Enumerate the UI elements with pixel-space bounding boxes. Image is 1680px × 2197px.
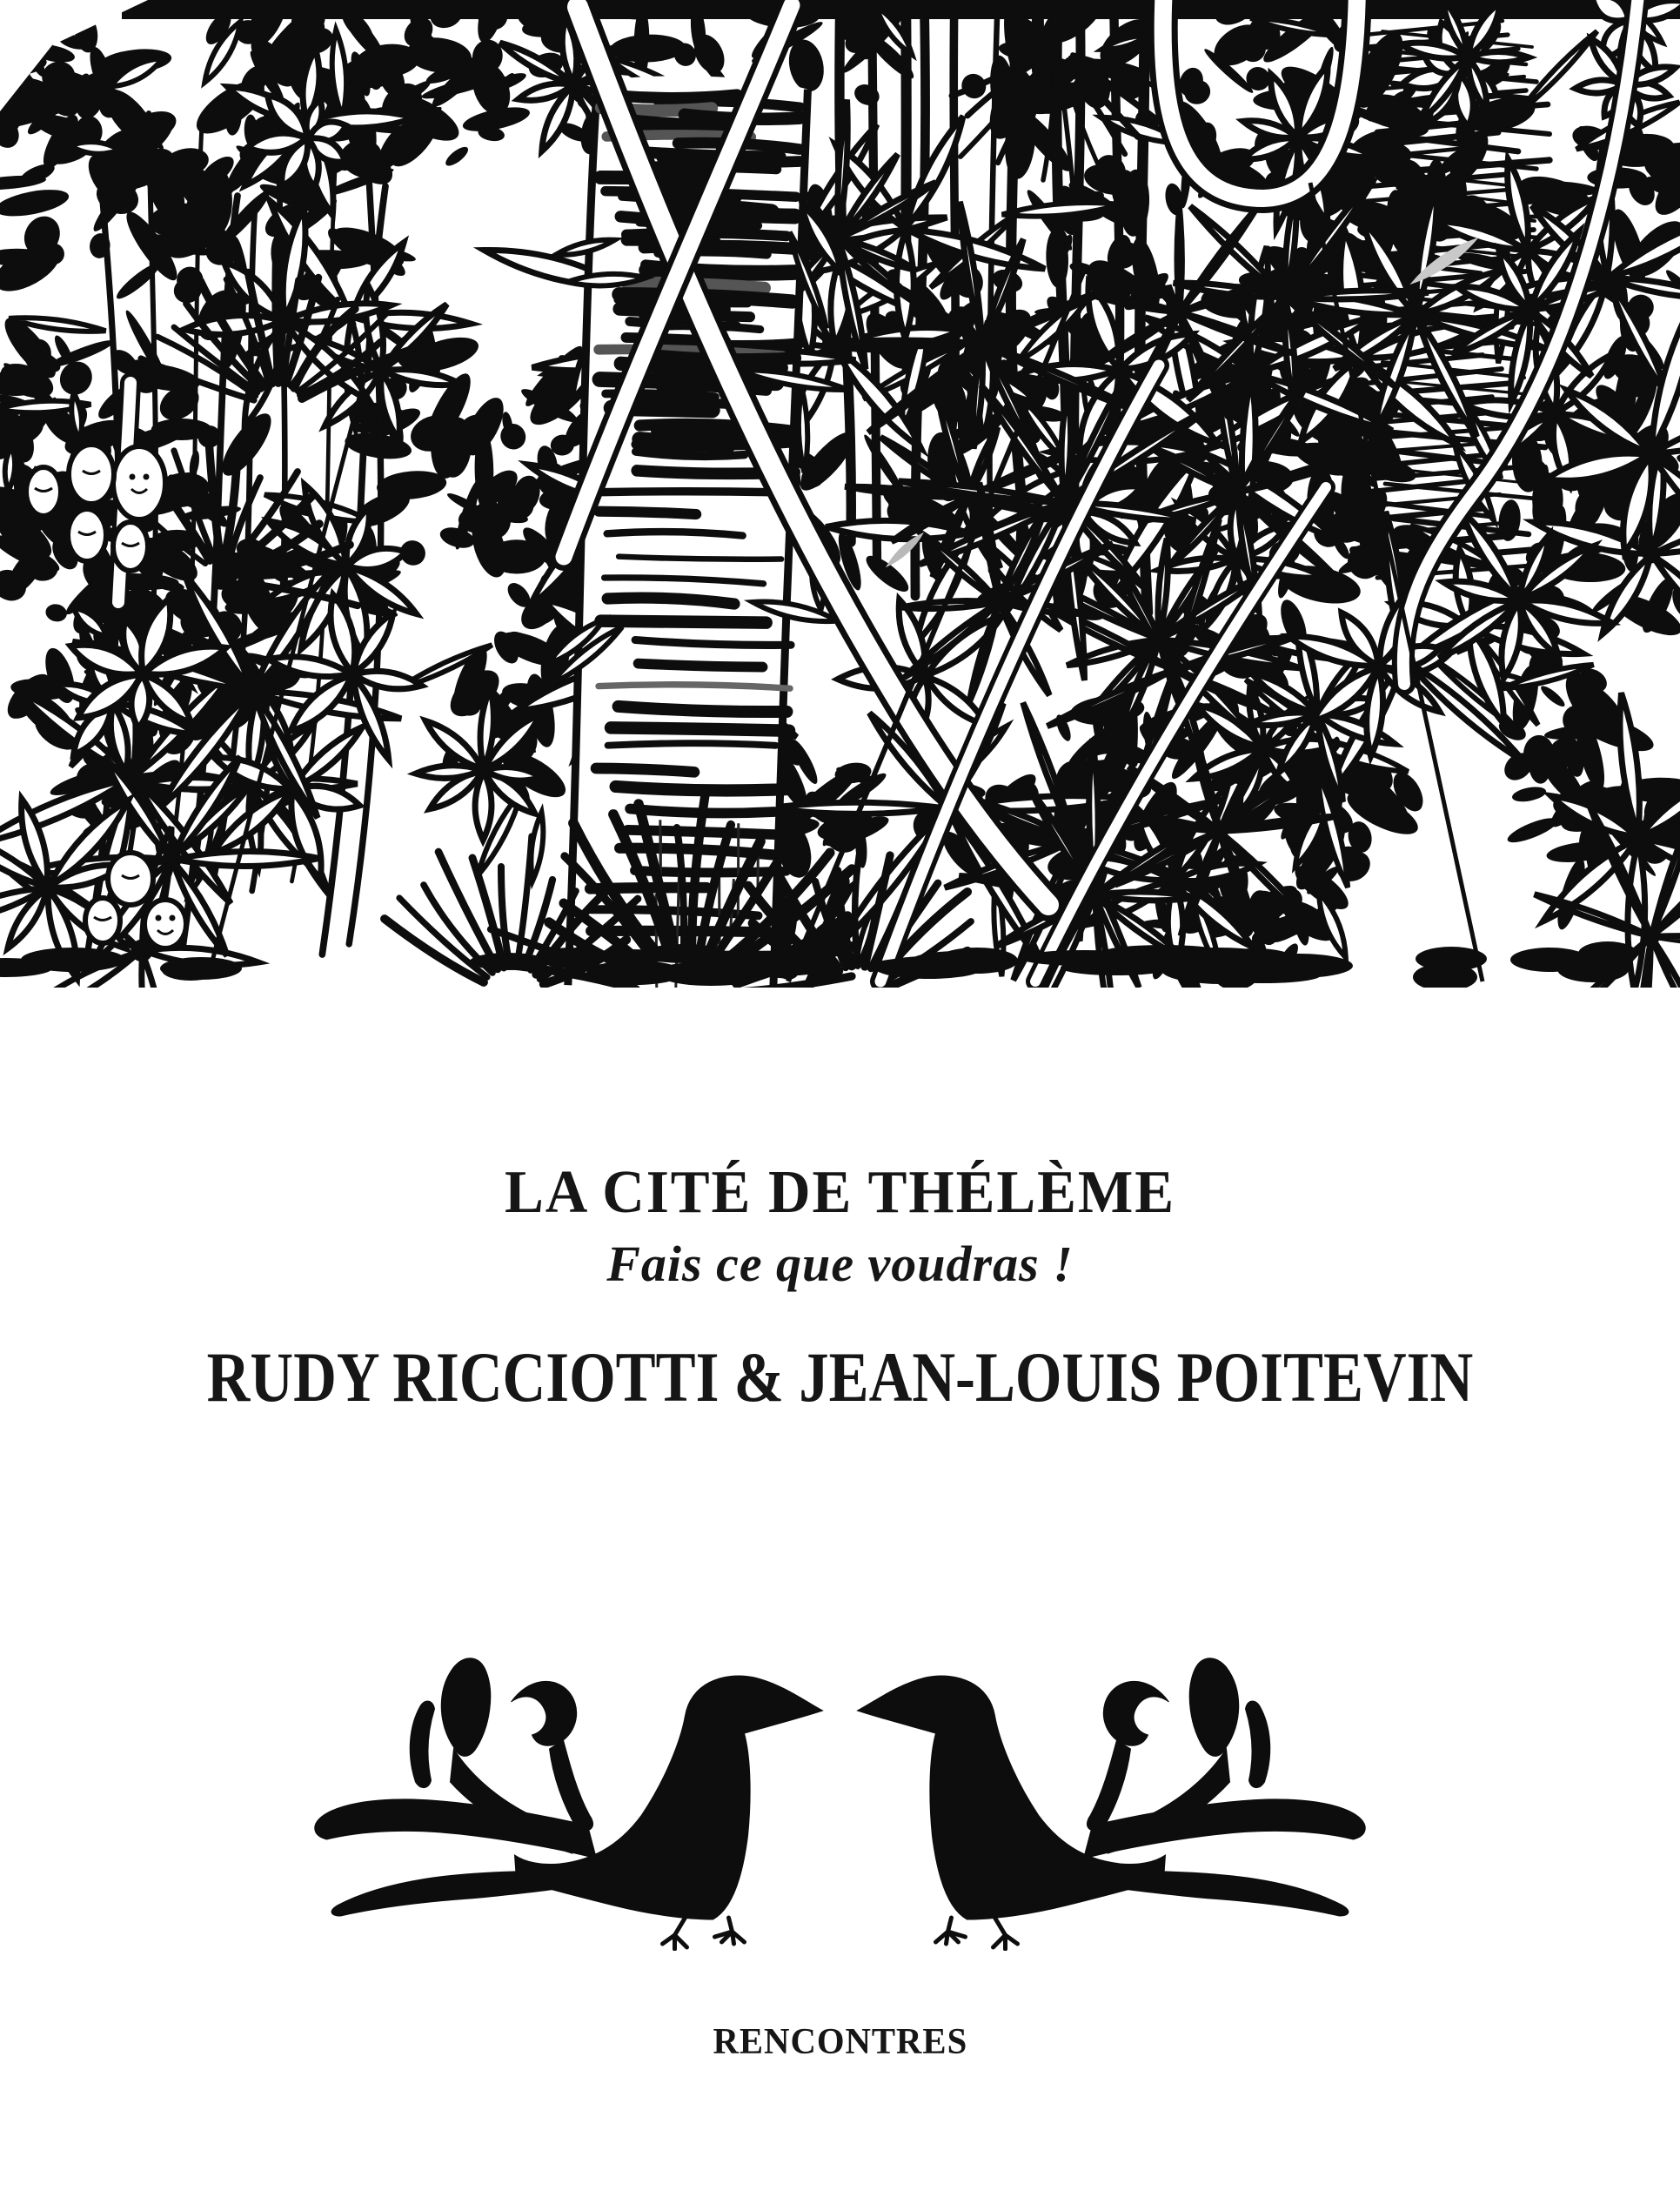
publisher-name bbox=[0, 2024, 1680, 2060]
book-authors bbox=[0, 1337, 1680, 1417]
two-birds-ornament-icon bbox=[283, 1651, 1397, 1951]
book-subtitle bbox=[0, 1236, 1680, 1292]
jungle-illustration bbox=[0, 0, 1680, 988]
book-title-text: LA CITÉ DE THÉLÈME bbox=[505, 1159, 1175, 1226]
page-title bbox=[0, 1159, 1680, 1226]
right-bird bbox=[858, 1658, 1366, 1949]
book-subtitle-text: Fais ce que voudras ! bbox=[606, 1236, 1074, 1292]
jungle-ink-drawing-svg bbox=[0, 0, 1680, 988]
publisher-name-text: RENCONTRES bbox=[713, 2022, 967, 2062]
book-authors-text: RUDY RICCIOTTI & JEAN-LOUIS POITEVIN bbox=[206, 1337, 1474, 1417]
birds-flourish-svg bbox=[283, 1651, 1397, 1951]
left-bird bbox=[315, 1658, 823, 1949]
